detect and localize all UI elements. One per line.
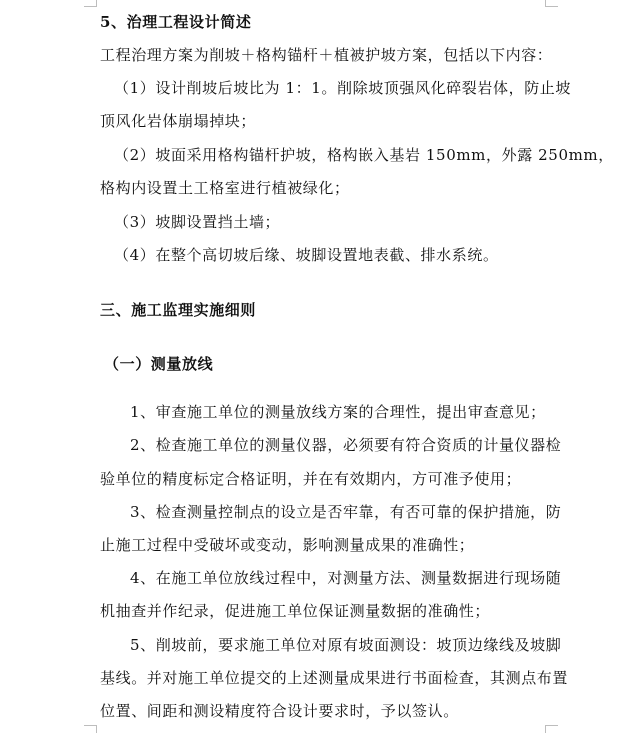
section-3-heading: 三、施工监理实施细则 xyxy=(100,301,257,319)
design-item-2-line-1: （2）坡面采用格构锚杆护坡，格构嵌入基岩 150mm，外露 250mm， xyxy=(114,146,614,164)
survey-item-3-line-1: 3、检查测量控制点的设立是否牢靠，有否可靠的保护措施，防 xyxy=(130,503,562,521)
survey-item-1: 1、审查施工单位的测量放线方案的合理性，提出审查意见； xyxy=(130,403,546,421)
top-right-margin-mark xyxy=(545,0,558,7)
design-item-3: （3）坡脚设置挡土墙； xyxy=(114,213,281,231)
design-item-1-line-1: （1）设计削坡后坡比为 1：1。削除坡顶强风化碎裂岩体，防止坡 xyxy=(114,79,572,97)
survey-item-5-line-3: 位置、间距和测设精度符合设计要求时，予以签认。 xyxy=(100,702,459,720)
survey-item-3-line-2: 止施工过程中受破坏或变动，影响测量成果的准确性； xyxy=(100,536,475,554)
survey-item-4-line-1: 4、在施工单位放线过程中，对测量方法、测量数据进行现场随 xyxy=(130,569,562,587)
section-5-intro: 工程治理方案为削坡＋格构锚杆＋植被护坡方案，包括以下内容： xyxy=(100,46,553,64)
section-5-heading: 5、治理工程设计简述 xyxy=(100,13,252,31)
design-item-2-line-2: 格构内设置土工格室进行植被绿化； xyxy=(100,179,350,197)
survey-sub-heading: （一）测量放线 xyxy=(104,355,214,373)
survey-item-4-line-2: 机抽查并作纪录，促进施工单位保证测量数据的准确性； xyxy=(100,602,491,620)
survey-item-2-line-1: 2、检查施工单位的测量仪器，必须要有符合资质的计量仪器检 xyxy=(130,436,562,454)
design-item-1-line-2: 顶风化岩体崩塌掉块； xyxy=(100,112,257,130)
top-left-margin-mark xyxy=(84,0,97,7)
survey-item-2-line-2: 验单位的精度标定合格证明，并在有效期内，方可准予使用； xyxy=(100,470,522,488)
design-item-4: （4）在整个高切坡后缘、坡脚设置地表截、排水系统。 xyxy=(114,246,499,264)
survey-item-5-line-2: 基线。并对施工单位提交的上述测量成果进行书面检查，其测点布置 xyxy=(100,669,569,687)
survey-item-5-line-1: 5、削坡前，要求施工单位对原有坡面测设：坡顶边缘线及坡脚 xyxy=(130,636,562,654)
